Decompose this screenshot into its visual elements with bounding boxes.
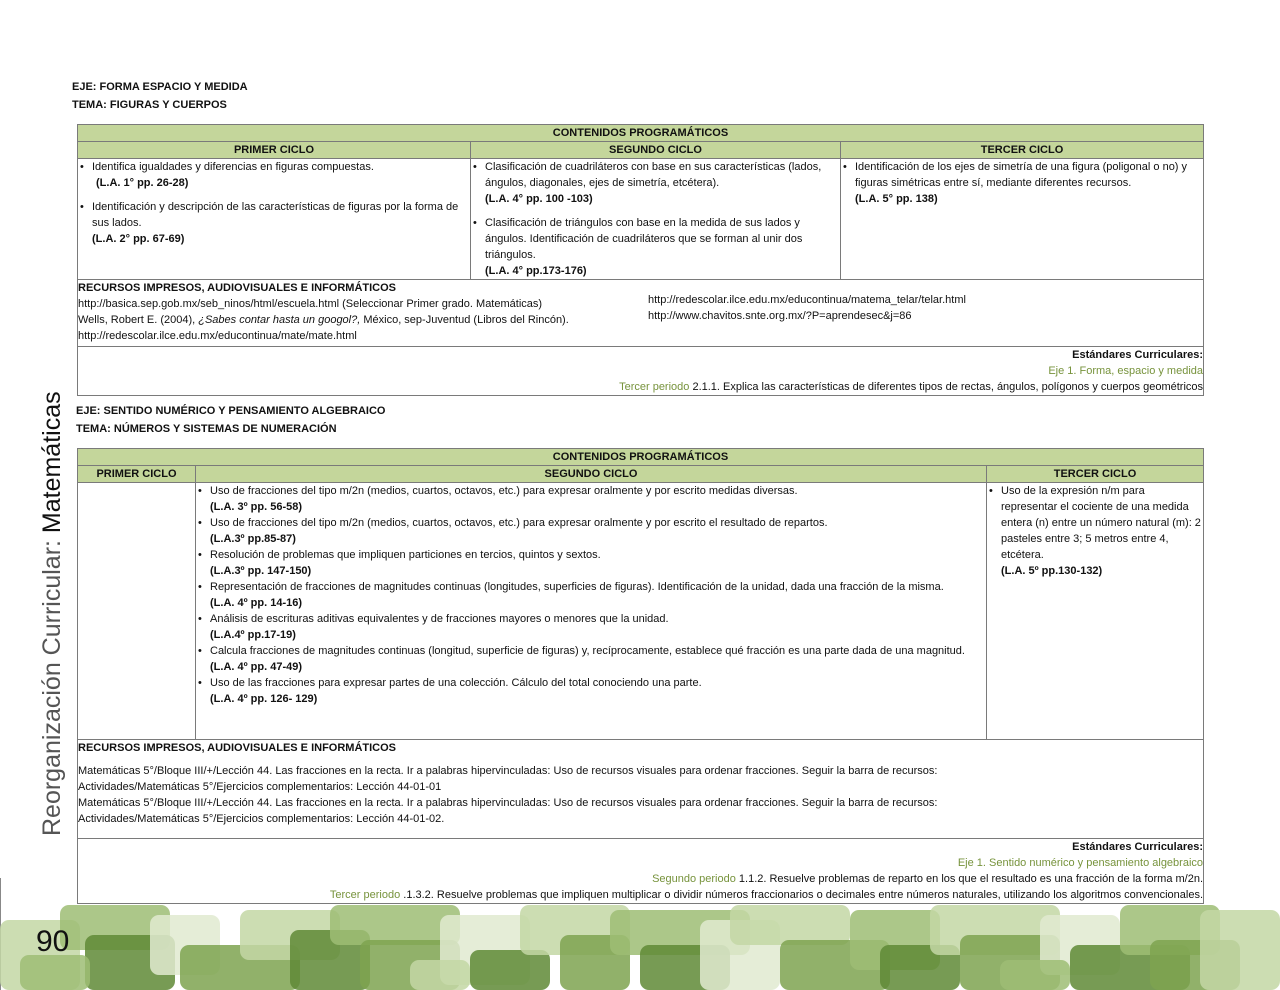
contents-table-2 (77, 448, 1204, 904)
column-header-tercer: TERCER CICLO (841, 142, 1204, 159)
table-title: CONTENIDOS PROGRAMÁTICOS (78, 449, 1204, 466)
contents-table-1 (77, 124, 1204, 396)
pattern-block (1200, 910, 1280, 990)
resources-title: RECURSOS IMPRESOS, AUDIOVISUALES E INFORMÁTICOS (78, 742, 397, 754)
column-header-segundo: SEGUNDO CICLO (471, 142, 841, 159)
resource-link[interactable]: http://www.chavitos.snte.org.mx/?P=aprendesec&j=86 (648, 310, 912, 322)
item-text: Uso de fracciones del tipo m/2n (medios, cuartos, octavos, etc.) para expresar oralmente y por escrito medidas diversas. (210, 485, 798, 497)
item-ref: (L.A.3º pp.85-87) (210, 533, 296, 545)
eje-heading-2: EJE: SENTIDO NUMÉRICO Y PENSAMIENTO ALGEBRAICO (76, 405, 386, 417)
item-ref: (L.A. 4º pp. 14-16) (210, 597, 303, 609)
standards-title: Estándares Curriculares: (1072, 349, 1204, 361)
item-text: Identificación de los ejes de simetría de una figura (poligonal o no) y figuras simétricas entre sí, mediante diferentes recursos. (855, 161, 1188, 189)
column-header-tercer: TERCER CICLO (987, 466, 1204, 483)
standards-text: .1.3.2. Resuelve problemas que impliquen multiplicar o dividir números fraccionarios o decimales entre números naturales, utilizando los algoritmos convencionales. (403, 889, 1204, 901)
standards-cell (78, 839, 1204, 904)
standards-text: 1.1.2. Resuelve problemas de reparto en los que el resultado es una fracción de la forma m/2n. (735, 873, 1204, 885)
eje-heading-1: EJE: FORMA ESPACIO Y MEDIDA (72, 81, 248, 93)
item-ref: (L.A. 4° pp.173-176) (485, 265, 587, 277)
list-item (471, 159, 840, 207)
standards-line (78, 871, 1203, 887)
list-item (471, 215, 840, 279)
column-header-segundo: SEGUNDO CICLO (196, 466, 987, 483)
resource-line: Matemáticas 5°/Bloque III/+/Lección 44. Las fracciones en la recta. Ir a palabras hipervinculadas: Uso de recursos visuales para ordenar fracciones. Seguir la barra de recursos: (78, 797, 938, 809)
item-ref: (L.A.3º pp. 147-150) (210, 565, 312, 577)
sidebar-title (34, 391, 70, 836)
table-title: CONTENIDOS PROGRAMÁTICOS (78, 125, 1204, 142)
standards-line (78, 379, 1203, 395)
cell-primer-ciclo (78, 483, 196, 740)
column-header-primer: PRIMER CICLO (78, 466, 196, 483)
cell-segundo-ciclo (471, 159, 841, 280)
item-text: Identifica igualdades y diferencias en figuras compuestas. (92, 161, 374, 173)
resource-link[interactable]: http://redescolar.ilce.edu.mx/educontinua/matema_telar/telar.html (648, 294, 966, 306)
item-ref: (L.A.4º pp.17-19) (210, 629, 296, 641)
tema-heading-2: TEMA: NÚMEROS Y SISTEMAS DE NUMERACIÓN (76, 423, 337, 435)
cell-tercer-ciclo (987, 483, 1204, 740)
citation-author: Wells, Robert E. (2004), (78, 314, 199, 326)
standards-text: 2.1.1. Explica las características de diferentes tipos de rectas, ángulos, polígonos y cuerpos geométricos (689, 381, 1204, 393)
item-text: Análisis de escrituras aditivas equivalentes y de fracciones mayores o menores que la unidad. (210, 613, 669, 625)
cell-primer-ciclo (78, 159, 471, 280)
list-item (196, 547, 986, 579)
standards-eje: Eje 1. Forma, espacio y medida (1048, 365, 1204, 377)
pattern-block (470, 950, 550, 990)
page-number: 90 (36, 925, 70, 958)
item-text: Uso de las fracciones para expresar partes de una colección. Cálculo del total conociendo una parte. (210, 677, 702, 689)
item-text: Identificación y descripción de las características de figuras por la forma de sus lados. (92, 201, 459, 229)
standards-eje: Eje 1. Sentido numérico y pensamiento algebraico (957, 857, 1204, 869)
item-text: Clasificación de cuadriláteros con base en sus características (lados, ángulos, diagonales, ejes de simetría, etcétera). (485, 161, 822, 189)
item-text: Calcula fracciones de magnitudes continuas (longitud, superficie de figuras) y, recíprocamente, establece qué fracción es una parte dada de una magnitud. (210, 645, 965, 657)
tema-heading-1: TEMA: FIGURAS Y CUERPOS (72, 99, 227, 111)
item-ref: (L.A. 4º pp. 126- 129) (210, 693, 318, 705)
resource-line: Matemáticas 5°/Bloque III/+/Lección 44. Las fracciones en la recta. Ir a palabras hipervinculadas: Uso de recursos visuales para ordenar fracciones. Seguir la barra de recursos: (78, 765, 938, 777)
resource-link[interactable]: http://redescolar.ilce.edu.mx/educontinua/mate/mate.html (78, 330, 357, 342)
item-ref: (L.A. 5° pp. 138) (855, 193, 938, 205)
item-ref: (L.A. 1° pp. 26-28) (96, 177, 189, 189)
item-text: Uso de la expresión n/m para representar el cociente de una medida entera (n) entre un número natural (m): 2 pasteles entre 3; 5 metros entre 4, etcétera. (1001, 485, 1201, 561)
item-text: Resolución de problemas que impliquen particiones en tercios, quintos y sextos. (210, 549, 601, 561)
pattern-block (730, 905, 850, 945)
item-ref: (L.A. 2° pp. 67-69) (92, 233, 185, 245)
resource-link[interactable]: http://basica.sep.gob.mx/seb_ninos/html/escuela.html (Seleccionar Primer grado. Matemáticas) (78, 298, 543, 310)
resources-cell (78, 740, 1204, 839)
list-item (196, 483, 986, 515)
citation-title: ¿Sabes contar hasta un googol?, (198, 314, 361, 326)
column-header-primer: PRIMER CICLO (78, 142, 471, 159)
list-item (841, 159, 1203, 207)
list-item (78, 199, 470, 247)
list-item (196, 515, 986, 547)
cell-tercer-ciclo (841, 159, 1204, 280)
resource-line: Actividades/Matemáticas 5°/Ejercicios complementarios: Lección 44-01-02. (78, 813, 445, 825)
standards-title: Estándares Curriculares: (1072, 841, 1204, 853)
list-item (196, 579, 986, 611)
standards-periodo: Tercer periodo (619, 381, 690, 393)
resources-cell (78, 280, 1204, 347)
item-ref: (L.A. 3º pp. 56-58) (210, 501, 303, 513)
sidebar-title-bold: Matemáticas (38, 391, 66, 534)
list-item (196, 611, 986, 643)
resource-line: Actividades/Matemáticas 5°/Ejercicios complementarios: Lección 44-01-01 (78, 781, 442, 793)
pattern-block (410, 960, 470, 990)
cell-segundo-ciclo (196, 483, 987, 740)
item-text: Clasificación de triángulos con base en la medida de sus lados y ángulos. Identificación de cuadriláteros que se forman al unir dos triángulos. (485, 217, 803, 261)
list-item (196, 675, 986, 707)
item-ref: (L.A. 4º pp. 47-49) (210, 661, 303, 673)
item-ref: (L.A. 5º pp.130-132) (1001, 565, 1103, 577)
list-item (987, 483, 1203, 579)
item-text: Representación de fracciones de magnitudes continuas (longitudes, superficies de figuras). Identificación de la unidad, dada una fracción de la misma. (210, 581, 944, 593)
list-item (196, 643, 986, 675)
item-text: Uso de fracciones del tipo m/2n (medios, cuartos, octavos, etc.) para expresar oralmente y por escrito el resultado de repartos. (210, 517, 828, 529)
item-ref: (L.A. 4° pp. 100 -103) (485, 193, 593, 205)
resource-citation (78, 312, 648, 328)
footer-decorative-pattern (0, 905, 1280, 990)
resources-title: RECURSOS IMPRESOS, AUDIOVISUALES E INFORMÁTICOS (78, 282, 397, 294)
standards-periodo: Tercer periodo (329, 889, 404, 901)
list-item (78, 159, 470, 191)
pattern-block (1000, 960, 1070, 990)
standards-cell (78, 347, 1204, 396)
sidebar-title-light: Reorganización Curricular: (38, 533, 66, 836)
standards-line (78, 887, 1203, 903)
citation-publisher: México, sep-Juventud (Libros del Rincón). (360, 314, 569, 326)
standards-periodo: Segundo periodo (652, 873, 736, 885)
